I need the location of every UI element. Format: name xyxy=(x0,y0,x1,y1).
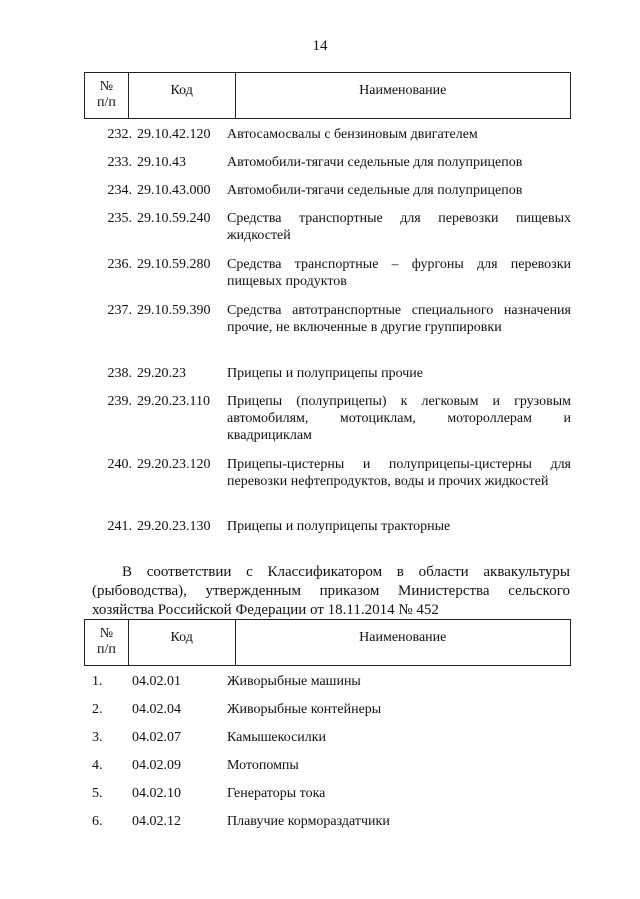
row-code: 29.10.43.000 xyxy=(137,183,211,198)
row-code: 04.02.04 xyxy=(132,702,181,717)
row-name: Автосамосвалы с бензиновым двигателем xyxy=(227,127,478,142)
row-name: Средства транспортные – фургоны для перевозки пищевых продуктов xyxy=(227,257,571,289)
table1-header xyxy=(84,72,571,119)
table-row xyxy=(84,729,571,746)
row-name: Автомобили-тягачи седельные для полуприцепов xyxy=(227,155,523,170)
header-num xyxy=(85,620,129,666)
row-name: Живорыбные машины xyxy=(227,674,361,689)
row-num: 236. xyxy=(107,257,132,272)
row-num: 240. xyxy=(107,457,132,472)
row-num: 241. xyxy=(107,519,132,534)
header-code: Код xyxy=(128,620,235,666)
header-name: Наименование xyxy=(235,620,570,666)
row-num: 6. xyxy=(92,814,103,829)
table-row xyxy=(84,256,571,290)
row-code: 29.20.23 xyxy=(137,366,186,381)
row-name: Средства автотранспортные специального назначения прочие, не включенные в другие группировки xyxy=(227,303,571,335)
row-num: 2. xyxy=(92,702,103,717)
table-row xyxy=(84,182,571,199)
table-row xyxy=(84,126,571,143)
row-num: 239. xyxy=(107,394,132,409)
row-num: 235. xyxy=(107,211,132,226)
row-name: Генераторы тока xyxy=(227,786,326,801)
page-number: 14 xyxy=(312,38,328,54)
row-num: 234. xyxy=(107,183,132,198)
table-row xyxy=(84,701,571,718)
table2-header xyxy=(84,619,571,666)
row-num: 3. xyxy=(92,730,103,745)
table-row xyxy=(84,757,571,774)
row-name: Прицепы и полуприцепы тракторные xyxy=(227,519,451,534)
table-row xyxy=(84,302,571,336)
header-num-line2: п/п xyxy=(96,642,116,657)
row-num: 237. xyxy=(107,303,132,318)
row-code: 29.10.43 xyxy=(137,155,186,170)
row-name: Мотопомпы xyxy=(227,758,299,773)
row-num: 238. xyxy=(107,366,132,381)
table-row xyxy=(84,154,571,171)
table-row xyxy=(84,813,571,830)
row-name: Прицепы-цистерны и полуприцепы-цистерны для перевозки нефтепродуктов, воды и прочих жидкостей xyxy=(227,457,571,489)
row-name: Автомобили-тягачи седельные для полуприцепов xyxy=(227,183,523,198)
row-code: 29.10.59.390 xyxy=(137,303,211,318)
header-num xyxy=(85,73,129,119)
row-name: Средства транспортные для перевозки пищевых жидкостей xyxy=(227,211,571,243)
row-code: 04.02.09 xyxy=(132,758,181,773)
row-code: 29.10.59.240 xyxy=(137,211,211,226)
header-num-line1: № xyxy=(99,79,114,94)
row-name: Прицепы (полуприцепы) к легковым и грузовым автомобилям, мотоциклам, мотороллерам и квадрициклам xyxy=(227,394,571,443)
row-code: 04.02.01 xyxy=(132,674,181,689)
row-num: 4. xyxy=(92,758,103,773)
row-name: Прицепы и полуприцепы прочие xyxy=(227,366,423,381)
row-num: 1. xyxy=(92,674,103,689)
row-name: Плавучие кормораздатчики xyxy=(227,814,390,829)
row-name: Живорыбные контейнеры xyxy=(227,702,382,717)
row-code: 29.20.23.120 xyxy=(137,457,211,472)
classifier-paragraph: В соответствии с Классификатором в области аквакультуры (рыбоводства), утвержденным приказом Министерства сельского хозяйства Российской Федерации от 18.11.2014 № 452 xyxy=(92,564,570,618)
row-name: Камышекосилки xyxy=(227,730,327,745)
row-code: 04.02.12 xyxy=(132,814,181,829)
table-row xyxy=(84,673,571,690)
row-code: 04.02.07 xyxy=(132,730,181,745)
header-code: Код xyxy=(128,73,235,119)
header-num-line1: № xyxy=(99,626,114,641)
row-num: 233. xyxy=(107,155,132,170)
row-code: 29.10.42.120 xyxy=(137,127,211,142)
table-row xyxy=(84,456,571,490)
table-row xyxy=(84,393,571,444)
table-row xyxy=(84,785,571,802)
table-row xyxy=(84,518,571,535)
table-row xyxy=(84,365,571,382)
row-code: 29.20.23.110 xyxy=(137,394,210,409)
header-name: Наименование xyxy=(235,73,570,119)
table-row xyxy=(84,210,571,244)
row-num: 232. xyxy=(107,127,132,142)
row-code: 04.02.10 xyxy=(132,786,181,801)
header-num-line2: п/п xyxy=(96,95,116,110)
row-code: 29.10.59.280 xyxy=(137,257,211,272)
row-code: 29.20.23.130 xyxy=(137,519,211,534)
row-num: 5. xyxy=(92,786,103,801)
